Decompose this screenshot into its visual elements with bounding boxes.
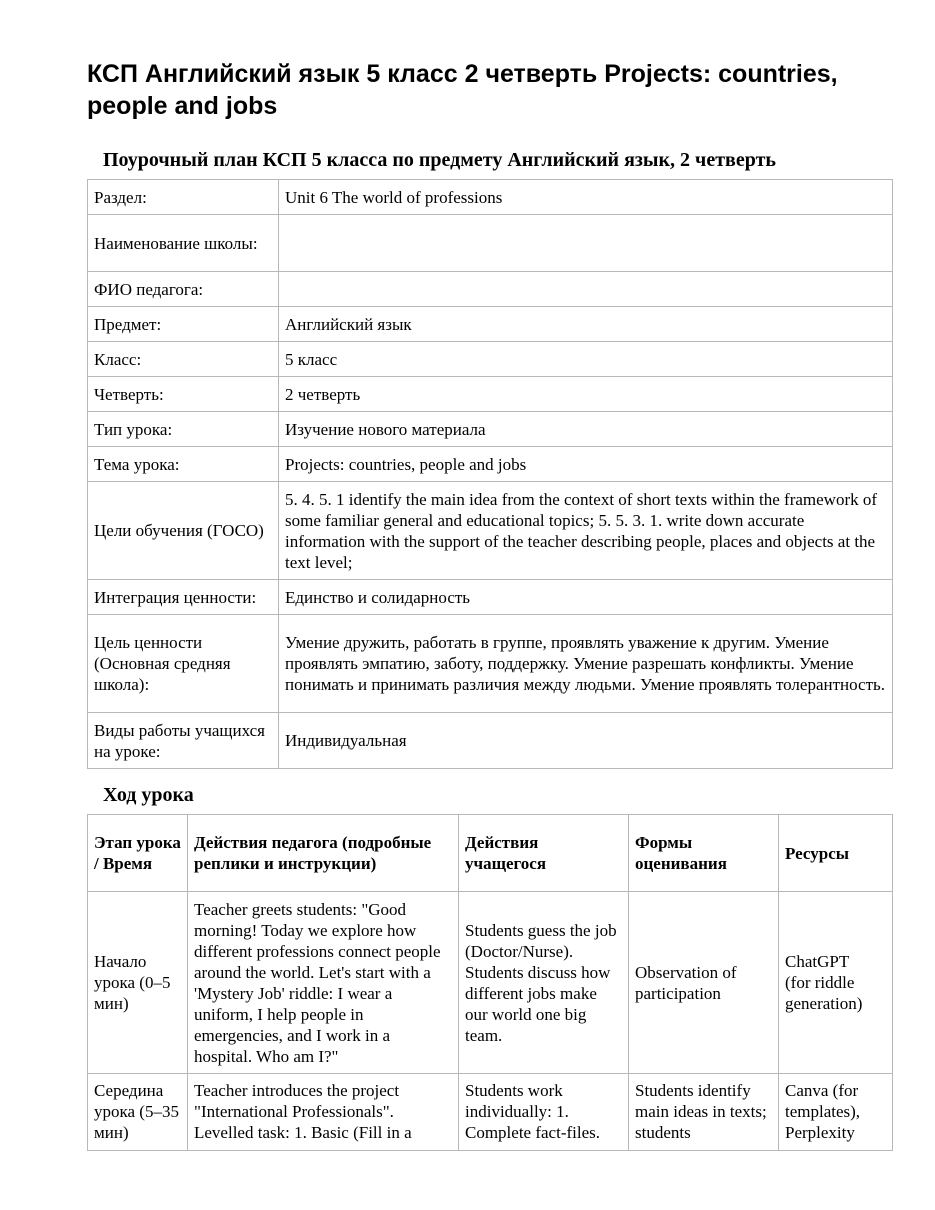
- resources-cell: Canva (for templates), Perplexity: [779, 1074, 893, 1151]
- info-value: Индивидуальная: [279, 713, 893, 769]
- info-row-teacher: [88, 272, 893, 307]
- info-value: Изучение нового материала: [279, 412, 893, 447]
- info-row-grade: [88, 342, 893, 377]
- info-label: Цель ценности (Основная средняя школа):: [88, 615, 279, 713]
- info-label: Четверть:: [88, 377, 279, 412]
- lesson-plan-subtitle: Поурочный план КСП 5 класса по предмету Английский язык, 2 четверть: [103, 149, 776, 171]
- student-actions-cell: Students work individually: 1. Complete fact-files.: [459, 1074, 629, 1151]
- table-row: [88, 892, 893, 1074]
- stage-cell: Начало урока (0–5 мин): [88, 892, 188, 1074]
- stage-cell: Середина урока (5–35 мин): [88, 1074, 188, 1151]
- info-label: Виды работы учащихся на уроке:: [88, 713, 279, 769]
- document-title: КСП Английский язык 5 класс 2 четверть Projects: countries, people and jobs: [87, 60, 838, 120]
- lesson-table-header: [88, 815, 893, 892]
- info-value: 5 класс: [279, 342, 893, 377]
- info-value: Unit 6 The world of professions: [279, 180, 893, 215]
- info-value: [279, 215, 893, 272]
- student-actions-cell: Students guess the job (Doctor/Nurse). Students discuss how different jobs make our world one big team.: [459, 892, 629, 1074]
- header-assessment: Формы оценивания: [629, 815, 779, 892]
- info-label: Наименование школы:: [88, 215, 279, 272]
- header-teacher-actions: Действия педагога (подробные реплики и инструкции): [188, 815, 459, 892]
- info-row-work-types: [88, 713, 893, 769]
- assessment-cell: Students identify main ideas in texts; students: [629, 1074, 779, 1151]
- info-value: 5. 4. 5. 1 identify the main idea from the context of short texts within the framework of some familiar general and educational topics; 5. 5. 3. 1. write down accurate information with the support of the teacher describing people, places and objects at the text level;: [279, 482, 893, 580]
- lesson-info-table: [87, 179, 893, 769]
- info-label: Тип урока:: [88, 412, 279, 447]
- info-label: ФИО педагога:: [88, 272, 279, 307]
- teacher-actions-cell: Teacher greets students: "Good morning! Today we explore how different professions connect people around the world. Let's start with a 'Mystery Job' riddle: I wear a uniform, I help people in emergencies, and I work in a hospital. Who am I?": [188, 892, 459, 1074]
- info-label: Цели обучения (ГОСО): [88, 482, 279, 580]
- info-label: Предмет:: [88, 307, 279, 342]
- info-value: Единство и солидарность: [279, 580, 893, 615]
- info-label: Интеграция ценности:: [88, 580, 279, 615]
- header-resources: Ресурсы: [779, 815, 893, 892]
- lesson-progress-heading: Ход урока: [103, 784, 194, 806]
- info-value: 2 четверть: [279, 377, 893, 412]
- info-value: [279, 272, 893, 307]
- info-label: Раздел:: [88, 180, 279, 215]
- info-label: Тема урока:: [88, 447, 279, 482]
- table-row: [88, 1074, 893, 1151]
- info-row-lesson-type: [88, 412, 893, 447]
- info-row-section: [88, 180, 893, 215]
- header-student-actions: Действия учащегося: [459, 815, 629, 892]
- header-stage: Этап урока / Время: [88, 815, 188, 892]
- info-row-school: [88, 215, 893, 272]
- info-row-value-goal: [88, 615, 893, 713]
- teacher-actions-cell: Teacher introduces the project "International Professionals". Levelled task: 1. Basic (Fill in a: [188, 1074, 459, 1151]
- assessment-cell: Observation of participation: [629, 892, 779, 1074]
- info-row-learning-objectives: [88, 482, 893, 580]
- info-value: Projects: countries, people and jobs: [279, 447, 893, 482]
- info-row-lesson-topic: [88, 447, 893, 482]
- info-value: Умение дружить, работать в группе, проявлять уважение к другим. Умение проявлять эмпатию, заботу, поддержку. Умение разрешать конфликты. Умение понимать и принимать различия между людьми. Умение проявлять толерантность.: [279, 615, 893, 713]
- info-label: Класс:: [88, 342, 279, 377]
- info-value: Английский язык: [279, 307, 893, 342]
- resources-cell: ChatGPT (for riddle generation): [779, 892, 893, 1074]
- info-row-quarter: [88, 377, 893, 412]
- lesson-progress-table: [87, 814, 893, 1151]
- info-row-value-integration: [88, 580, 893, 615]
- info-row-subject: [88, 307, 893, 342]
